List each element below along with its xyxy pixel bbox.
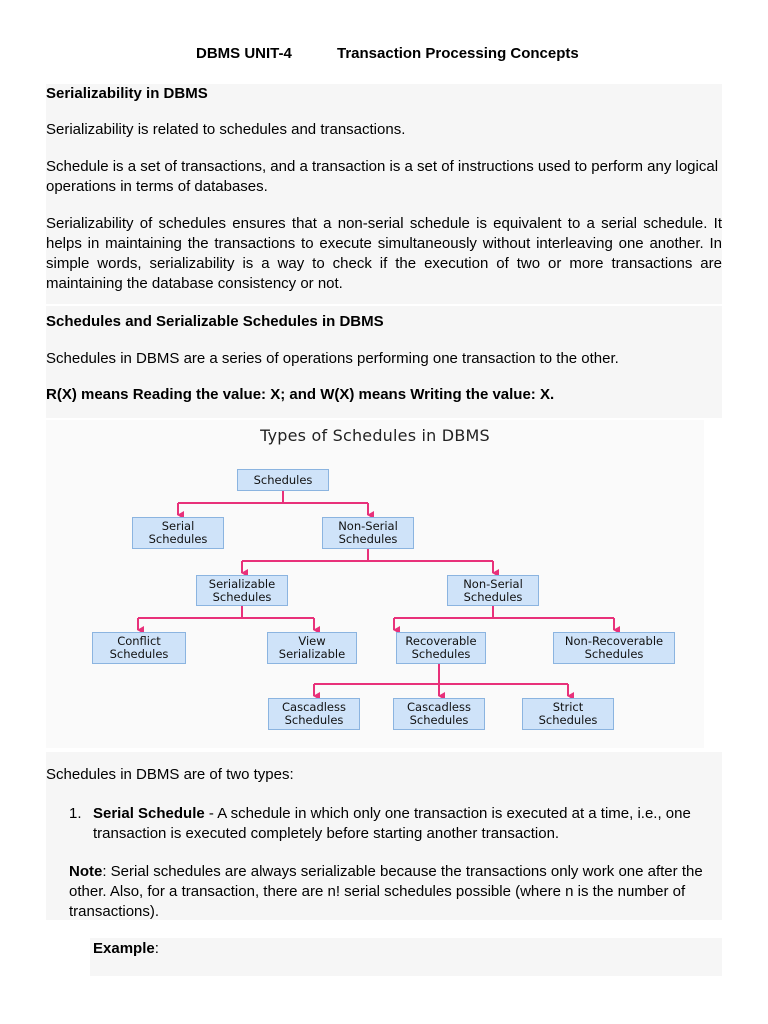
- serial-schedule-desc: - A schedule in which only one transaction is executed at a time, i.e., one transaction is executed completely before starting another transaction.: [93, 805, 691, 842]
- diagram-title: Types of Schedules in DBMS: [260, 426, 490, 445]
- node-non-recoverable-schedules: Non-Recoverable Schedules: [553, 632, 675, 664]
- node-strict-schedules: Strict Schedules: [522, 698, 614, 730]
- example-label-line: [93, 939, 159, 959]
- node-non-serial-schedules: Non-Serial Schedules: [322, 517, 414, 549]
- example-colon: :: [154, 940, 159, 957]
- node-serializable-schedules: Serializable Schedules: [196, 575, 288, 606]
- schedule-types-diagram: [46, 420, 704, 748]
- node-serial-schedules: Serial Schedules: [132, 517, 224, 549]
- node-cascadless-schedules-1: Cascadless Schedules: [268, 698, 360, 730]
- node-recoverable-schedules: Recoverable Schedules: [396, 632, 486, 664]
- note-label: Note: [69, 863, 103, 880]
- list-number: 1.: [69, 805, 82, 822]
- node-non-serial-schedules-2: Non-Serial Schedules: [447, 575, 539, 606]
- para-rx-wx: R(X) means Reading the value: X; and W(X) means Writing the value: X.: [46, 386, 555, 403]
- header-unit: DBMS UNIT-4: [196, 45, 292, 62]
- node-cascadless-schedules-2: Cascadless Schedules: [393, 698, 485, 730]
- header-topic: Transaction Processing Concepts: [337, 45, 579, 62]
- para-two-types: Schedules in DBMS are of two types:: [46, 766, 294, 783]
- serial-schedule-term: Serial Schedule: [93, 805, 205, 822]
- note-text: : Serial schedules are always serializable because the transactions only work one after the other. Also, for a transaction, there are n! serial schedules possible (where n is the number of transactions).: [69, 863, 703, 920]
- heading-schedules: Schedules and Serializable Schedules in DBMS: [46, 313, 384, 330]
- para-serializability-related: Serializability is related to schedules and transactions.: [46, 121, 406, 138]
- example-label: Example: [93, 940, 155, 957]
- node-view-serializable: View Serializable: [267, 632, 357, 664]
- node-conflict-schedules: Conflict Schedules: [92, 632, 186, 664]
- para-schedule-definition: Schedule is a set of transactions, and a transaction is a set of instructions used to perform any logical operations in terms of databases.: [46, 158, 719, 195]
- node-schedules: Schedules: [237, 469, 329, 491]
- list-item-text: [93, 804, 722, 844]
- shade-band-example: [90, 938, 722, 976]
- para-schedules-series: Schedules in DBMS are a series of operations performing one transaction to the other.: [46, 350, 619, 367]
- heading-serializability: Serializability in DBMS: [46, 85, 208, 102]
- para-serializability-ensures: Serializability of schedules ensures that a non-serial schedule is equivalent to a serial schedule. It helps in maintaining the transactions to execute simultaneously without interleaving one another. In simple words, serializability is a way to check if the execution of two or more transactions are maintaining the database consistency or not.: [46, 215, 722, 292]
- para-note: [69, 862, 719, 922]
